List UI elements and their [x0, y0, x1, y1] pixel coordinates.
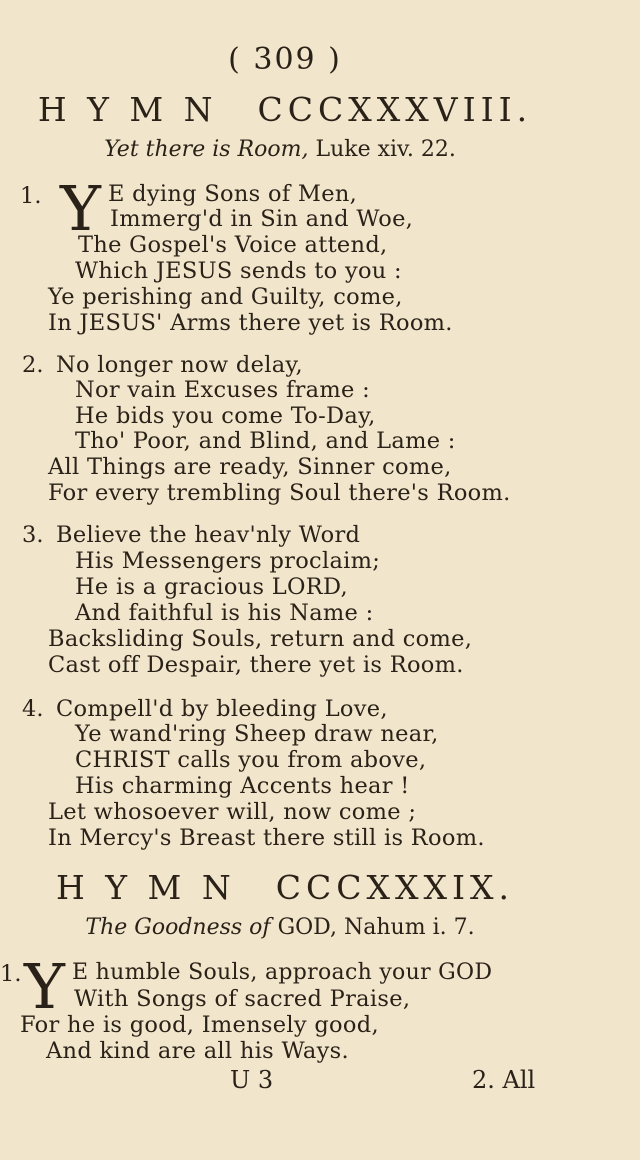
verse-line: Believe the heav'nly Word [56, 522, 361, 548]
verse-line: Let whosoever will, now come ; [48, 799, 417, 825]
verse-line: His Messengers proclaim; [75, 548, 381, 574]
verse-line: The Gospel's Voice attend, [78, 232, 388, 258]
drop-cap: Y [60, 172, 101, 245]
verse-line: E dying Sons of Men, [108, 181, 358, 207]
verse-line: Which JESUS sends to you : [75, 258, 402, 284]
verse-line: All Things are ready, Sinner come, [48, 454, 452, 480]
hymn-subtitle-338 [0, 137, 560, 162]
verse-line: Ye wand'ring Sheep draw near, [75, 721, 439, 747]
verse-line: CHRIST calls you from above, [75, 747, 427, 773]
verse-line: And kind are all his Ways. [46, 1038, 349, 1064]
hymn-number: CCCXXXVIII. [257, 90, 533, 129]
hymn-number: CCCXXXIX. [275, 868, 514, 907]
verse-line: Backsliding Souls, return and come, [48, 626, 473, 652]
verse-line: For he is good, Imensely good, [20, 1012, 379, 1038]
verse-line: E humble Souls, approach your GOD [72, 960, 493, 985]
catchword: 2. All [472, 1066, 536, 1094]
hymn-word: H Y M N [56, 868, 236, 907]
hymn-title-338 [0, 90, 570, 129]
verse-line: Ye perishing and Guilty, come, [48, 284, 403, 310]
verse-line: In JESUS' Arms there yet is Room. [48, 310, 453, 336]
verse-line: He is a gracious LORD, [75, 574, 348, 600]
signature-mark: U 3 [230, 1066, 274, 1094]
verse-number: 4. [22, 696, 44, 722]
subtitle-reference: Luke xiv. 22. [315, 137, 456, 162]
verse-number: 1. [20, 183, 42, 209]
verse-line: And faithful is his Name : [75, 600, 374, 626]
hymn-word: H Y M N [37, 90, 218, 129]
verse-line: Compell'd by bleeding Love, [56, 696, 388, 722]
verse-line: In Mercy's Breast there still is Room. [48, 825, 485, 851]
page-number: ( 309 ) [228, 42, 342, 77]
verse-line: Immerg'd in Sin and Woe, [110, 206, 414, 232]
subtitle-italic: Yet there is Room, [104, 137, 309, 162]
verse-line: For every trembling Soul there's Room. [48, 480, 511, 506]
hymn-subtitle-339 [0, 915, 560, 940]
verse-line: He bids you come To-Day, [75, 403, 376, 429]
verse-number: 2. [22, 352, 44, 378]
subtitle-italic: The Goodness of [85, 915, 271, 940]
subtitle-reference: GOD, Nahum i. 7. [277, 915, 475, 940]
hymn-title-339 [0, 868, 570, 907]
verse-line: His charming Accents hear ! [75, 773, 410, 799]
verse-line: With Songs of sacred Praise, [74, 986, 411, 1012]
drop-cap: Y [24, 950, 65, 1023]
verse-line: No longer now delay, [56, 352, 303, 378]
verse-number: 1. [0, 961, 22, 987]
verse-line: Nor vain Excuses frame : [75, 377, 370, 403]
verse-line: Cast off Despair, there yet is Room. [48, 652, 464, 678]
verse-line: Tho' Poor, and Blind, and Lame : [75, 428, 456, 454]
verse-number: 3. [22, 522, 44, 548]
